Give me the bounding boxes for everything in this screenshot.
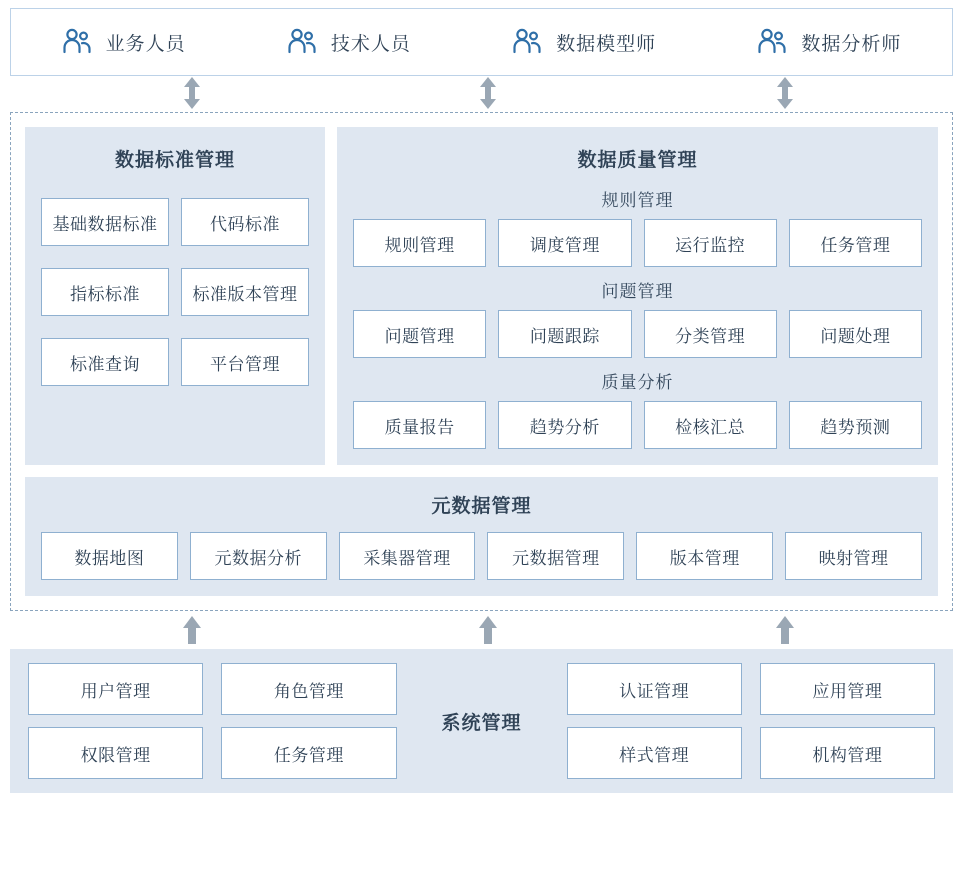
quality-group-analysis (353, 368, 922, 449)
standard-item[interactable]: 代码标准 (181, 198, 309, 246)
system-right-group (567, 663, 936, 779)
quality-item[interactable]: 趋势分析 (498, 401, 631, 449)
double-arrow-icon (476, 76, 500, 110)
standard-item[interactable]: 标准版本管理 (181, 268, 309, 316)
quality-management-panel (337, 127, 938, 465)
system-item[interactable]: 任务管理 (221, 727, 396, 779)
standard-management-panel (25, 127, 325, 465)
metadata-item[interactable]: 采集器管理 (339, 532, 476, 580)
panel-title: 系统管理 (441, 712, 522, 734)
standard-item[interactable]: 指标标准 (41, 268, 169, 316)
role-label: 数据模型师 (556, 33, 657, 55)
role-label: 数据分析师 (801, 33, 902, 55)
people-icon (757, 28, 787, 56)
role-label: 业务人员 (105, 33, 186, 55)
quality-item[interactable]: 问题管理 (353, 310, 486, 358)
connector-row-top (10, 76, 953, 112)
standard-item[interactable]: 平台管理 (181, 338, 309, 386)
panel-title: 数据质量管理 (577, 150, 698, 171)
system-left-group (28, 663, 397, 779)
roles-bar (10, 8, 953, 76)
up-arrow-icon (476, 615, 500, 645)
people-icon (62, 28, 92, 56)
group-title: 质量分析 (601, 373, 674, 392)
quality-item[interactable]: 分类管理 (644, 310, 777, 358)
quality-item[interactable]: 调度管理 (498, 219, 631, 267)
group-title: 问题管理 (601, 282, 674, 301)
system-item[interactable]: 应用管理 (760, 663, 935, 715)
up-arrow-icon (180, 615, 204, 645)
metadata-item[interactable]: 映射管理 (785, 532, 922, 580)
standard-item[interactable]: 标准查询 (41, 338, 169, 386)
role-item-1[interactable] (287, 28, 411, 56)
quality-item[interactable]: 运行监控 (644, 219, 777, 267)
system-item[interactable]: 角色管理 (221, 663, 396, 715)
quality-group-rules (353, 186, 922, 267)
quality-item[interactable]: 质量报告 (353, 401, 486, 449)
role-item-2[interactable] (512, 28, 656, 56)
people-icon (512, 28, 542, 56)
metadata-management-panel (25, 477, 938, 596)
governance-container (10, 112, 953, 611)
group-title: 规则管理 (601, 191, 674, 210)
quality-item[interactable]: 检核汇总 (644, 401, 777, 449)
quality-item[interactable]: 趋势预测 (789, 401, 922, 449)
metadata-item[interactable]: 元数据管理 (487, 532, 624, 580)
system-item[interactable]: 用户管理 (28, 663, 203, 715)
system-item[interactable]: 权限管理 (28, 727, 203, 779)
metadata-item[interactable]: 元数据分析 (190, 532, 327, 580)
panel-title: 数据标准管理 (114, 150, 235, 171)
system-item[interactable]: 样式管理 (567, 727, 742, 779)
quality-item[interactable]: 问题跟踪 (498, 310, 631, 358)
role-item-3[interactable] (757, 28, 901, 56)
quality-group-issues (353, 277, 922, 358)
role-label: 技术人员 (330, 33, 411, 55)
system-item[interactable]: 机构管理 (760, 727, 935, 779)
quality-item[interactable]: 问题处理 (789, 310, 922, 358)
double-arrow-icon (180, 76, 204, 110)
up-arrow-icon (773, 615, 797, 645)
people-icon (287, 28, 317, 56)
metadata-item[interactable]: 版本管理 (636, 532, 773, 580)
system-item[interactable]: 认证管理 (567, 663, 742, 715)
metadata-item[interactable]: 数据地图 (41, 532, 178, 580)
panel-title: 元数据管理 (431, 496, 532, 517)
double-arrow-icon (773, 76, 797, 110)
quality-item[interactable]: 规则管理 (353, 219, 486, 267)
quality-item[interactable]: 任务管理 (789, 219, 922, 267)
standard-item[interactable]: 基础数据标准 (41, 198, 169, 246)
connector-row-bottom (10, 611, 953, 647)
role-item-0[interactable] (62, 28, 186, 56)
system-management-panel (10, 649, 953, 793)
